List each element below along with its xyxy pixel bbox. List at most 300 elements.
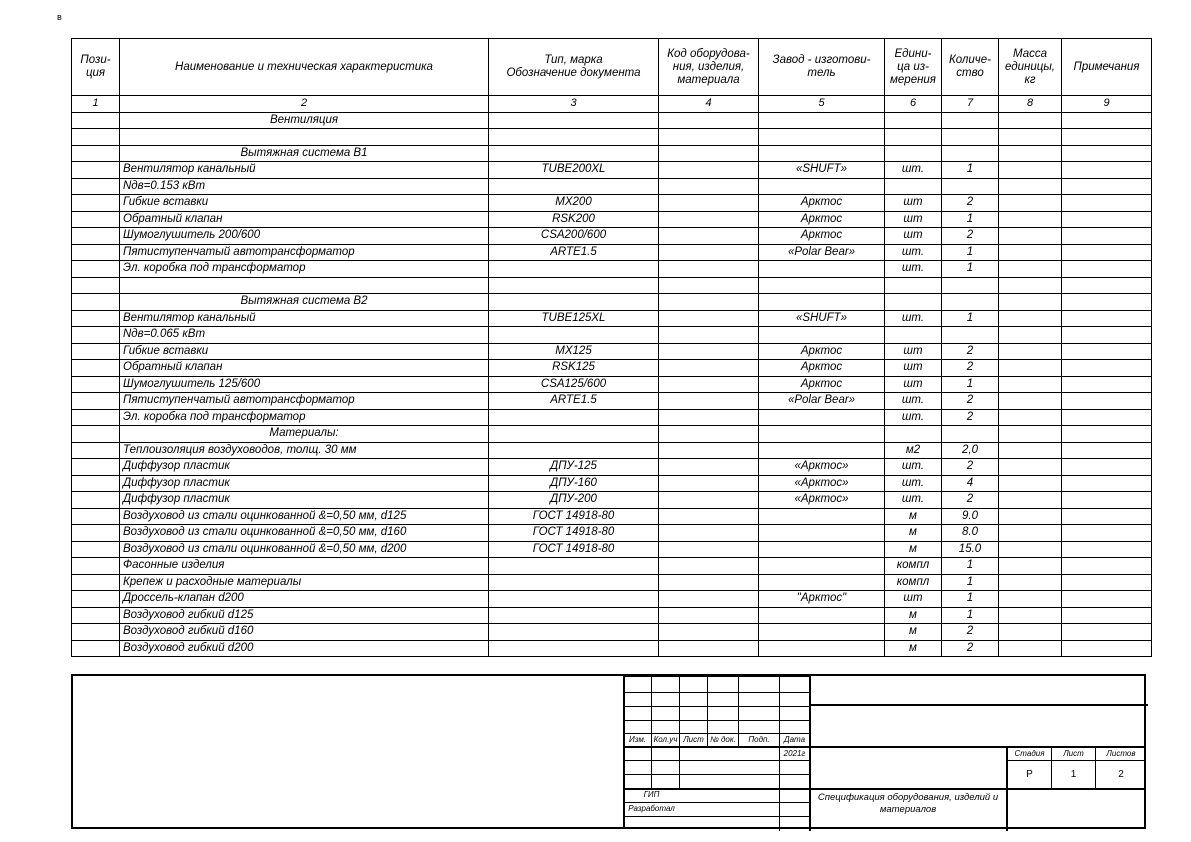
cell-mass (999, 409, 1062, 426)
cell-mass (999, 459, 1062, 476)
cell-name: Теплоизоляция воздуховодов, толщ. 30 мм (120, 442, 489, 459)
cell-code (659, 261, 759, 278)
cell-note (1062, 343, 1152, 360)
cell-type: ARTE1.5 (489, 393, 659, 410)
cell-unit: шт (885, 376, 942, 393)
cell-unit: м2 (885, 442, 942, 459)
cell-pos (72, 228, 120, 245)
cell-factory: "Арктос" (759, 591, 885, 608)
cell-name: Пятиступенчатый автотрансформатор (120, 393, 489, 410)
cell-qty (942, 145, 999, 162)
cell-type: TUBE125XL (489, 310, 659, 327)
cell-type: CSA125/600 (489, 376, 659, 393)
cell-mass (999, 574, 1062, 591)
cell-factory (759, 129, 885, 146)
cell-pos (72, 277, 120, 294)
table-row (72, 409, 1152, 426)
cell-mass (999, 525, 1062, 542)
cell-factory: Арктос (759, 360, 885, 377)
sheet-value: 1 (1070, 769, 1077, 780)
cell-mass (999, 475, 1062, 492)
cell-qty: 1 (942, 162, 999, 179)
cell-mass (999, 393, 1062, 410)
cell-mass (999, 310, 1062, 327)
cell-name: Дроссель-клапан d200 (120, 591, 489, 608)
header-pos: Пози- ция (72, 39, 120, 96)
cell-code (659, 294, 759, 311)
cell-mass (999, 343, 1062, 360)
developer-label: Разработал (628, 804, 675, 813)
cell-factory (759, 409, 885, 426)
cell-type (489, 624, 659, 641)
table-row (72, 393, 1152, 410)
cell-mass (999, 541, 1062, 558)
sheet-label: Лист (1063, 749, 1084, 758)
cell-code (659, 211, 759, 228)
cell-pos (72, 129, 120, 146)
cell-code (659, 244, 759, 261)
cell-name (120, 129, 489, 146)
cell-qty: 9.0 (942, 508, 999, 525)
cell-unit: шт. (885, 459, 942, 476)
column-number: 2 (120, 96, 489, 113)
stamp-line (1006, 746, 1008, 831)
column-number: 7 (942, 96, 999, 113)
cell-name: Шумоглушитель 125/600 (120, 376, 489, 393)
cell-name: Эл. коробка под трансформатор (120, 409, 489, 426)
cell-name: Воздуховод гибкий d160 (120, 624, 489, 641)
table-row (72, 244, 1152, 261)
table-row (72, 343, 1152, 360)
table-row (72, 640, 1152, 657)
cell-name: Эл. коробка под трансформатор (120, 261, 489, 278)
cell-unit: шт. (885, 492, 942, 509)
cell-pos (72, 426, 120, 443)
cell-mass (999, 426, 1062, 443)
cell-mass (999, 591, 1062, 608)
cell-type: RSK125 (489, 360, 659, 377)
cell-pos (72, 525, 120, 542)
cell-code (659, 525, 759, 542)
cell-note (1062, 211, 1152, 228)
stamp-year: 2021г (783, 749, 806, 758)
table-row (72, 195, 1152, 212)
column-number: 4 (659, 96, 759, 113)
cell-code (659, 343, 759, 360)
cell-unit: шт (885, 195, 942, 212)
cell-note (1062, 525, 1152, 542)
cell-mass (999, 508, 1062, 525)
cell-name: Воздуховод из стали оцинкованной &=0,50 мм, d160 (120, 525, 489, 542)
cell-factory: «Polar Bear» (759, 393, 885, 410)
cell-name: Вентилятор канальный (120, 162, 489, 179)
header-mass: Масса единицы, кг (999, 39, 1062, 96)
gip-label: ГИП (643, 790, 660, 799)
cell-pos (72, 327, 120, 344)
cell-qty: 1 (942, 591, 999, 608)
cell-code (659, 327, 759, 344)
title-block (71, 674, 1146, 829)
cell-pos (72, 442, 120, 459)
cell-code (659, 591, 759, 608)
header-type: Тип, марка Обозначение документа (489, 39, 659, 96)
cell-name: Вентилятор канальный (120, 310, 489, 327)
cell-type: ДПУ-200 (489, 492, 659, 509)
cell-type (489, 145, 659, 162)
cell-name (120, 277, 489, 294)
cell-factory (759, 607, 885, 624)
cell-qty: 1 (942, 211, 999, 228)
cell-type (489, 574, 659, 591)
cell-note (1062, 459, 1152, 476)
cell-factory (759, 541, 885, 558)
cell-name: Nдв=0.153 кВт (120, 178, 489, 195)
cell-mass (999, 558, 1062, 575)
table-row (72, 129, 1152, 146)
cell-note (1062, 541, 1152, 558)
cell-unit: м (885, 640, 942, 657)
cell-type (489, 591, 659, 608)
cell-note (1062, 426, 1152, 443)
cell-name: Гибкие вставки (120, 195, 489, 212)
cell-pos (72, 607, 120, 624)
cell-note (1062, 360, 1152, 377)
cell-code (659, 409, 759, 426)
cell-pos (72, 591, 120, 608)
cell-qty: 2 (942, 624, 999, 641)
cell-note (1062, 244, 1152, 261)
cell-note (1062, 112, 1152, 129)
cell-factory (759, 145, 885, 162)
cell-qty: 2 (942, 640, 999, 657)
cell-type: CSA200/600 (489, 228, 659, 245)
stamp-col-label: Кол.уч (653, 735, 678, 744)
cell-pos (72, 145, 120, 162)
cell-note (1062, 640, 1152, 657)
cell-code (659, 640, 759, 657)
cell-code (659, 459, 759, 476)
cell-name: Воздуховод из стали оцинкованной &=0,50 мм, d200 (120, 541, 489, 558)
stamp-col-label: Изм. (628, 735, 647, 744)
cell-note (1062, 492, 1152, 509)
cell-unit: шт (885, 360, 942, 377)
cell-pos (72, 376, 120, 393)
table-row (72, 228, 1152, 245)
table-row (72, 261, 1152, 278)
column-number: 5 (759, 96, 885, 113)
cell-factory (759, 508, 885, 525)
cell-qty: 2 (942, 393, 999, 410)
cell-name: Обратный клапан (120, 211, 489, 228)
cell-pos (72, 211, 120, 228)
cell-note (1062, 310, 1152, 327)
cell-factory: Арктос (759, 376, 885, 393)
column-number: 1 (72, 96, 120, 113)
cell-qty (942, 129, 999, 146)
cell-mass (999, 244, 1062, 261)
cell-pos (72, 178, 120, 195)
cell-note (1062, 277, 1152, 294)
cell-type: MX200 (489, 195, 659, 212)
stamp-line (651, 676, 652, 788)
cell-unit (885, 294, 942, 311)
sheets-label: Листов (1106, 749, 1136, 758)
cell-qty: 1 (942, 574, 999, 591)
cell-qty: 2,0 (942, 442, 999, 459)
cell-code (659, 376, 759, 393)
cell-qty: 4 (942, 475, 999, 492)
cell-type (489, 261, 659, 278)
cell-factory (759, 558, 885, 575)
cell-factory (759, 426, 885, 443)
cell-mass (999, 162, 1062, 179)
cell-note (1062, 195, 1152, 212)
cell-note (1062, 558, 1152, 575)
stage-label: Стадия (1014, 749, 1045, 758)
cell-factory: Арктос (759, 228, 885, 245)
cell-qty: 1 (942, 376, 999, 393)
table-row (72, 112, 1152, 129)
cell-name: Диффузор пластик (120, 492, 489, 509)
cell-type (489, 112, 659, 129)
table-row (72, 178, 1152, 195)
cell-type (489, 409, 659, 426)
spec-body (72, 112, 1152, 657)
stamp-line (623, 788, 1146, 790)
cell-mass (999, 211, 1062, 228)
table-row (72, 426, 1152, 443)
cell-mass (999, 145, 1062, 162)
cell-note (1062, 624, 1152, 641)
cell-type: ARTE1.5 (489, 244, 659, 261)
cell-code (659, 541, 759, 558)
table-row (72, 558, 1152, 575)
document-title: Спецификация оборудования, изделий и материалов (817, 792, 999, 815)
cell-code (659, 558, 759, 575)
cell-code (659, 195, 759, 212)
cell-type (489, 178, 659, 195)
cell-code (659, 277, 759, 294)
cell-qty: 2 (942, 343, 999, 360)
cell-pos (72, 343, 120, 360)
column-number: 9 (1062, 96, 1152, 113)
column-number: 6 (885, 96, 942, 113)
table-row (72, 607, 1152, 624)
cell-factory (759, 640, 885, 657)
cell-pos (72, 574, 120, 591)
stamp-line (809, 676, 811, 831)
sheets-value: 2 (1118, 769, 1124, 780)
cell-unit (885, 277, 942, 294)
cell-unit: шт (885, 228, 942, 245)
cell-unit (885, 145, 942, 162)
table-row (72, 327, 1152, 344)
header-name: Наименование и техническая характеристика (120, 39, 489, 96)
table-row (72, 508, 1152, 525)
cell-factory (759, 261, 885, 278)
cell-note (1062, 129, 1152, 146)
cell-factory: Арктос (759, 343, 885, 360)
table-row (72, 211, 1152, 228)
cell-name: Воздуховод из стали оцинкованной &=0,50 мм, d125 (120, 508, 489, 525)
cell-mass (999, 178, 1062, 195)
cell-pos (72, 162, 120, 179)
table-row (72, 492, 1152, 509)
cell-mass (999, 228, 1062, 245)
cell-unit: м (885, 624, 942, 641)
cell-qty: 1 (942, 607, 999, 624)
cell-unit: шт (885, 343, 942, 360)
cell-note (1062, 162, 1152, 179)
cell-pos (72, 112, 120, 129)
cell-unit: м (885, 525, 942, 542)
cell-type: ДПУ-125 (489, 459, 659, 476)
cell-qty (942, 327, 999, 344)
cell-code (659, 624, 759, 641)
cell-name: Вытяжная система В2 (120, 294, 489, 311)
cell-code (659, 492, 759, 509)
cell-factory (759, 574, 885, 591)
cell-mass (999, 129, 1062, 146)
cell-qty (942, 426, 999, 443)
stamp-col-label: № док. (710, 735, 736, 744)
header-row (72, 39, 1152, 96)
cell-code (659, 475, 759, 492)
cell-code (659, 393, 759, 410)
cell-factory: Арктос (759, 211, 885, 228)
corner-mark: в (57, 12, 62, 22)
cell-note (1062, 228, 1152, 245)
cell-factory: «SHUFT» (759, 310, 885, 327)
table-row (72, 624, 1152, 641)
cell-unit (885, 178, 942, 195)
cell-note (1062, 442, 1152, 459)
cell-mass (999, 195, 1062, 212)
cell-type: RSK200 (489, 211, 659, 228)
cell-code (659, 178, 759, 195)
cell-mass (999, 360, 1062, 377)
cell-mass (999, 624, 1062, 641)
cell-qty (942, 294, 999, 311)
cell-factory: «Polar Bear» (759, 244, 885, 261)
cell-unit: м (885, 607, 942, 624)
cell-factory: «Арктос» (759, 492, 885, 509)
cell-qty: 2 (942, 195, 999, 212)
table-row (72, 475, 1152, 492)
cell-type: ДПУ-160 (489, 475, 659, 492)
cell-unit (885, 129, 942, 146)
cell-code (659, 607, 759, 624)
cell-name: Материалы: (120, 426, 489, 443)
cell-name: Шумоглушитель 200/600 (120, 228, 489, 245)
cell-type (489, 558, 659, 575)
cell-factory (759, 112, 885, 129)
cell-pos (72, 393, 120, 410)
cell-qty: 2 (942, 360, 999, 377)
cell-factory (759, 294, 885, 311)
cell-note (1062, 376, 1152, 393)
cell-pos (72, 244, 120, 261)
cell-pos (72, 294, 120, 311)
table-row (72, 442, 1152, 459)
cell-qty: 2 (942, 409, 999, 426)
cell-unit: м (885, 508, 942, 525)
cell-type (489, 277, 659, 294)
cell-factory (759, 525, 885, 542)
cell-note (1062, 574, 1152, 591)
cell-note (1062, 475, 1152, 492)
table-row (72, 574, 1152, 591)
cell-qty (942, 277, 999, 294)
cell-name: Гибкие вставки (120, 343, 489, 360)
cell-code (659, 508, 759, 525)
table-row (72, 277, 1152, 294)
cell-name: Вентиляция (120, 112, 489, 129)
cell-name: Воздуховод гибкий d200 (120, 640, 489, 657)
cell-unit: шт. (885, 261, 942, 278)
cell-type (489, 294, 659, 311)
cell-factory (759, 442, 885, 459)
cell-code (659, 145, 759, 162)
cell-unit: шт. (885, 162, 942, 179)
header-note: Примечания (1062, 39, 1152, 96)
cell-name: Крепеж и расходные материалы (120, 574, 489, 591)
cell-pos (72, 195, 120, 212)
cell-note (1062, 393, 1152, 410)
cell-type (489, 442, 659, 459)
cell-type (489, 640, 659, 657)
cell-factory: Арктос (759, 195, 885, 212)
cell-pos (72, 409, 120, 426)
cell-qty (942, 178, 999, 195)
cell-factory: «SHUFT» (759, 162, 885, 179)
cell-unit: шт. (885, 409, 942, 426)
cell-note (1062, 591, 1152, 608)
table-row (72, 294, 1152, 311)
cell-unit: компл (885, 558, 942, 575)
column-number: 3 (489, 96, 659, 113)
cell-mass (999, 277, 1062, 294)
cell-factory (759, 327, 885, 344)
cell-mass (999, 376, 1062, 393)
cell-pos (72, 558, 120, 575)
cell-qty: 8.0 (942, 525, 999, 542)
cell-code (659, 360, 759, 377)
stamp-line (679, 676, 680, 788)
cell-code (659, 574, 759, 591)
cell-qty: 1 (942, 558, 999, 575)
cell-name: Nдв=0.065 кВт (120, 327, 489, 344)
cell-qty: 2 (942, 228, 999, 245)
cell-note (1062, 508, 1152, 525)
cell-factory (759, 178, 885, 195)
cell-qty: 2 (942, 459, 999, 476)
table-row (72, 376, 1152, 393)
cell-code (659, 228, 759, 245)
stamp-line (1006, 760, 1146, 761)
cell-qty: 1 (942, 244, 999, 261)
header-unit: Едини- ца из- мерения (885, 39, 942, 96)
cell-unit: компл (885, 574, 942, 591)
stamp-col-label: Дата (783, 735, 806, 744)
header-factory: Завод - изготови- тель (759, 39, 885, 96)
table-row (72, 145, 1152, 162)
cell-type (489, 129, 659, 146)
cell-name: Обратный клапан (120, 360, 489, 377)
stage-value: Р (1026, 769, 1033, 780)
column-number-row (72, 96, 1152, 113)
cell-name: Воздуховод гибкий d125 (120, 607, 489, 624)
